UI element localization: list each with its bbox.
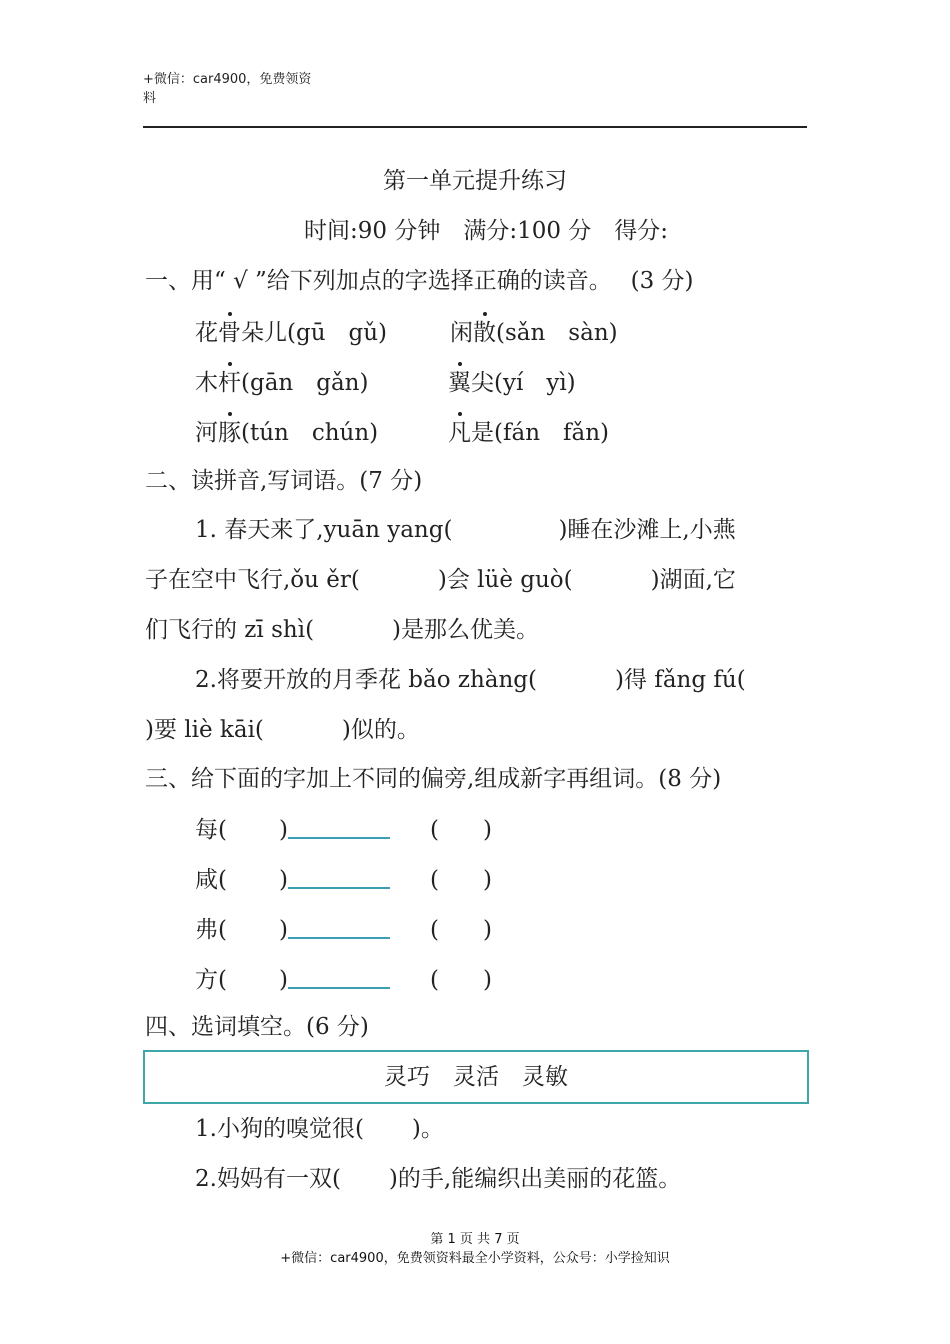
q1-item: 闲散(sǎn sàn) — [450, 320, 618, 346]
q1-item: 河豚(tún chún) — [195, 420, 379, 446]
q2-p1-line2: 子在空中飞行,ǒu ěr( )会 lüè guò( )湖面,它 — [145, 567, 736, 593]
q1-heading: 一、用“ √ ”给下列加点的字选择正确的读音。 (3 分) — [145, 268, 694, 294]
q1-item: 翼尖(yí yì) — [448, 370, 576, 396]
exam-meta: 时间:90 分钟 满分:100 分 得分: — [304, 218, 669, 244]
q2-p1-line3: 们飞行的 zī shì( )是那么优美。 — [145, 617, 540, 643]
answer-underline[interactable] — [288, 963, 390, 989]
dotted-char: 凡 — [448, 420, 471, 446]
dotted-char: 翼 — [448, 370, 471, 396]
answer-underline[interactable] — [288, 813, 390, 839]
q3-heading: 三、给下面的字加上不同的偏旁,组成新字再组词。(8 分) — [145, 766, 722, 792]
header-note — [143, 70, 311, 108]
q2-p2-line1: 2.将要开放的月季花 bǎo zhàng( )得 fǎng fú( — [195, 667, 746, 693]
q2-heading: 二、读拼音,写词语。(7 分) — [145, 468, 423, 494]
q1-item: 花骨朵儿(gū gǔ) — [195, 320, 388, 346]
q4-heading: 四、选词填空。(6 分) — [145, 1014, 369, 1040]
footer-note: +微信：car4900，免费领资料最全小学资料，公众号：小学捡知识 — [280, 1251, 670, 1266]
word-bank: 灵巧 灵活 灵敏 — [384, 1064, 568, 1090]
page-number: 第 1 页 共 7 页 — [430, 1232, 520, 1247]
q2-p1-line1: 1. 春天来了,yuān yang( )睡在沙滩上,小燕 — [195, 517, 736, 543]
q3-row: 方( ) ( ) — [195, 963, 492, 995]
word-bank-box — [143, 1050, 809, 1104]
header-line-2: 料 — [143, 91, 157, 106]
answer-underline[interactable] — [288, 863, 390, 889]
dotted-char: 豚 — [218, 420, 241, 446]
dotted-char: 骨 — [218, 320, 241, 346]
q1-item: 凡是(fán fǎn) — [448, 420, 610, 446]
q3-row: 每( ) ( ) — [195, 813, 492, 845]
q3-row: 咸( ) ( ) — [195, 863, 492, 895]
dotted-char: 散 — [473, 320, 496, 346]
q2-p2-line2: )要 liè kāi( )似的。 — [145, 717, 420, 743]
header-divider — [143, 126, 807, 128]
header-line-1: +微信：car4900，免费领资 — [143, 72, 312, 87]
dotted-char: 杆 — [218, 370, 241, 396]
q4-sentence-2: 2.妈妈有一双( )的手,能编织出美丽的花篮。 — [195, 1166, 682, 1192]
q1-item: 木杆(gān gǎn) — [195, 370, 369, 396]
page-title: 第一单元提升练习 — [383, 168, 567, 194]
q4-sentence-1: 1.小狗的嗅觉很( )。 — [195, 1116, 444, 1142]
answer-underline[interactable] — [288, 913, 390, 939]
q3-row: 弗( ) ( ) — [195, 913, 492, 945]
